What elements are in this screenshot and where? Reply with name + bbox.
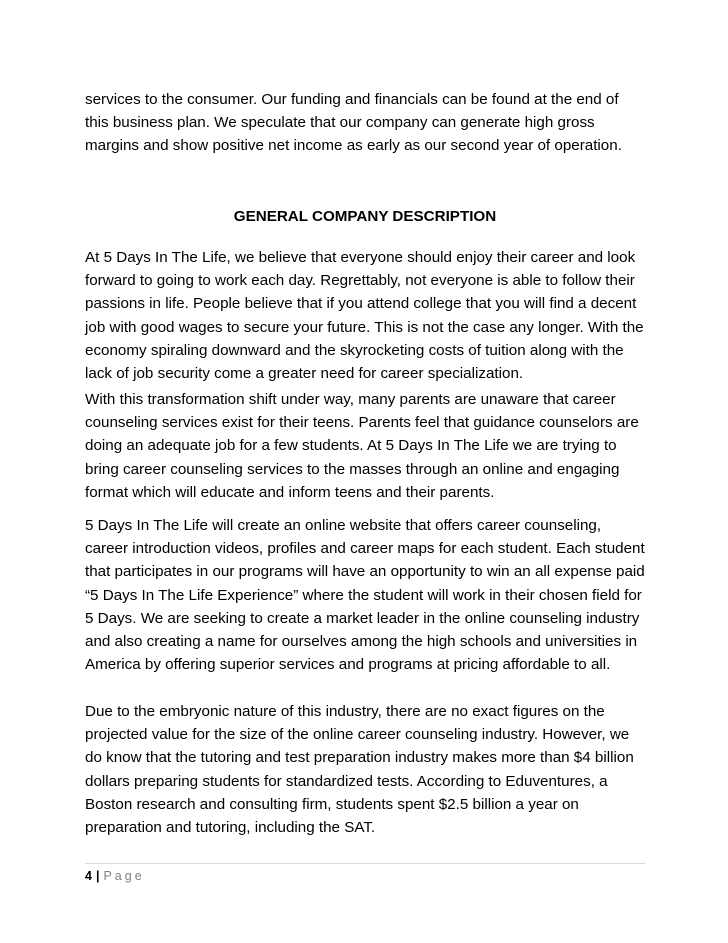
- page-label: Page: [103, 869, 145, 883]
- paragraph-online-website: 5 Days In The Life will create an online website that offers career counseling, career introduction videos, profiles and career maps for each student. Each student that participates in our programs will have an opportunity to win an all expense paid “5 Days In The Life Experience” where the student will work in their chosen field for 5 Days. We are seeking to create a market leader in the online counseling industry and also creating a name for ourselves among the high schools and universities in America by offering superior services and programs at pricing affordable to all.: [85, 517, 645, 674]
- intro-paragraph: services to the consumer. Our funding and financials can be found at the end of this business plan. We speculate that our company can generate high gross margins and show positive net income as early as our second year of operation.: [85, 91, 622, 155]
- paragraph-transformation-shift: With this transformation shift under way, many parents are unaware that career counseling services exist for their teens. Parents feel that guidance counselors are doing an adequate job for a few students. At 5 Days In The Life we are trying to bring career counseling services to the masses through an online and engaging format which will educate and inform teens and their parents.: [85, 391, 639, 501]
- paragraph-industry-size: Due to the embryonic nature of this industry, there are no exact figures on the projected value for the size of the online career counseling industry. However, we do know that the tutoring and test preparation industry makes more than $4 billion dollars preparing students for standardized tests. According to Eduventures, a Boston research and consulting firm, students spent $2.5 billion a year on preparation and tutoring, including the SAT.: [85, 703, 634, 837]
- page-footer: [85, 868, 145, 884]
- footer-divider: [85, 863, 645, 864]
- page-number: 4: [85, 869, 92, 883]
- footer-separator: |: [95, 869, 100, 883]
- section-heading: GENERAL COMPANY DESCRIPTION: [233, 208, 497, 225]
- paragraph-company-belief: At 5 Days In The Life, we believe that everyone should enjoy their career and look forward to going to work each day. Regrettably, not everyone is able to follow their passions in life. People believe that if you attend college that you will find a decent job with good wages to secure your future. This is not the case any longer. With the economy spiraling downward and the skyrocketing costs of tuition along with the lack of job security come a greater need for career specialization.: [85, 249, 644, 383]
